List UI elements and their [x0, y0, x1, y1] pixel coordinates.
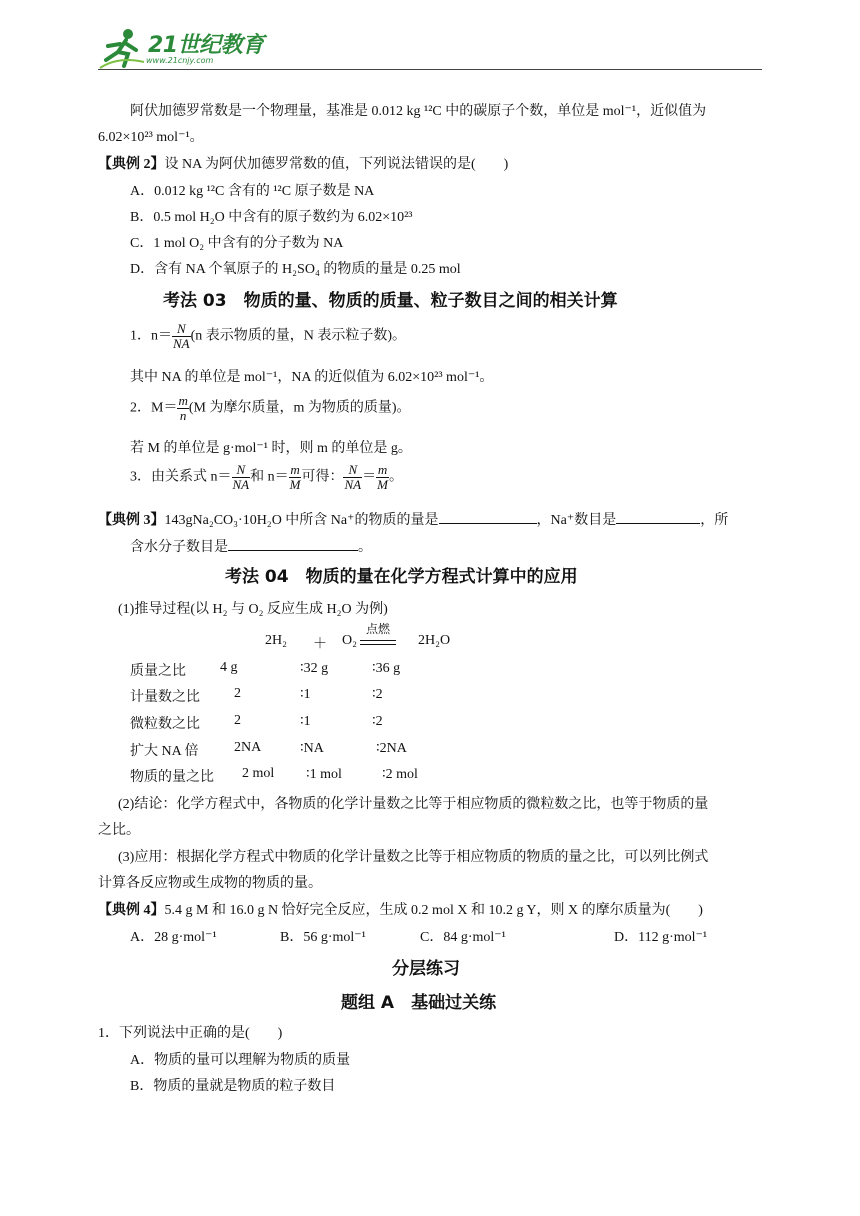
ratio-row-b: ∶NA: [300, 741, 324, 756]
fraction-denominator: M: [289, 477, 301, 492]
logo-text: 21世纪教育: [148, 33, 264, 58]
example-2-option-d: D．含有 NA 个氧原子的 H₂SO₄ 的物质的量是 0.25 mol: [130, 262, 461, 277]
example-2-label: 【典例 2】: [98, 157, 165, 172]
fraction-m-n: [177, 394, 188, 423]
example-2-stem: [98, 153, 508, 173]
formula-2-note: 若 M 的单位是 g·mol⁻¹ 时，则 m 的单位是 g。: [130, 441, 412, 456]
formula-1-prefix: 1．n＝: [130, 328, 172, 344]
fraction-denominator: NA: [344, 477, 362, 492]
ratio-row-c: ∶2: [372, 687, 383, 702]
example-3-line-2: [130, 536, 372, 556]
equation-left: 2H₂: [265, 633, 287, 648]
formula-3-and: 和 n＝: [250, 469, 289, 485]
ratio-row-c: ∶2 mol: [382, 767, 418, 782]
example-4-stem: [98, 899, 703, 919]
fraction-n: [172, 322, 191, 351]
ratio-row-label: 扩大 NA 倍: [130, 744, 199, 759]
fraction-denominator: NA: [173, 336, 190, 351]
intro-line-1: 阿伏加德罗常数是一个物理量，基准是 0.012 kg ¹²C 中的碳原子个数，单位是 mol⁻¹，近似值为: [130, 104, 707, 119]
fraction-denominator: NA: [232, 477, 250, 492]
practice-title: 分层练习: [392, 959, 460, 979]
fraction-denominator: M: [377, 477, 388, 492]
conclusion-line-1: (2)结论：化学方程式中，各物质的化学计量数之比等于相应物质的微粒数之比，也等于物质的量: [118, 797, 709, 812]
formula-3-eq: ＝: [362, 469, 377, 485]
example-3-text-b: ，Na⁺数目是: [536, 513, 617, 528]
example-2-option-c: C．1 mol O₂ 中含有的分子数为 NA: [130, 236, 344, 251]
example-3-text-a: 143gNa₂CO₃·10H₂O 中所含 Na⁺的物质的量是: [164, 513, 439, 528]
example-3-text-c: ，所: [700, 513, 729, 528]
formula-3-end: 。: [388, 469, 403, 485]
ratio-row-b: ∶32 g: [300, 661, 329, 676]
application-line-2: 计算各反应物或生成物的物质的量。: [98, 876, 322, 891]
example-4-option-b: B．56 g·mol⁻¹: [280, 930, 366, 945]
fraction: [343, 463, 362, 492]
ratio-row-c: ∶36 g: [372, 661, 401, 676]
example-3-label: 【典例 3】: [98, 513, 165, 528]
fraction-numerator: N: [232, 463, 251, 478]
logo-url: www.21cnjy.com: [146, 56, 214, 65]
formula-1-note: 其中 NA 的单位是 mol⁻¹，NA 的近似值为 6.02×10²³ mol⁻¹。: [130, 370, 494, 385]
answer-blank-1[interactable]: [439, 509, 537, 524]
fraction: [289, 463, 302, 492]
application-line-1: (3)应用：根据化学方程式中物质的化学计量数之比等于相应物质的物质的量之比，可以列比例式: [118, 850, 709, 865]
fraction-numerator: m: [290, 462, 300, 477]
ratio-row-b: ∶1 mol: [306, 767, 342, 782]
equation-condition: 点燃: [366, 622, 391, 636]
ratio-row-a: 2 mol: [242, 766, 275, 781]
formula-3: [130, 463, 403, 492]
intro-line-2: 6.02×10²³ mol⁻¹。: [98, 130, 204, 145]
equation-right: 2H₂O: [418, 633, 451, 648]
derivation-intro: (1)推导过程(以 H₂ 与 O₂ 反应生成 H₂O 为例): [118, 602, 388, 617]
example-2-text: 设 NA 为阿伏加德罗常数的值，下列说法错误的是( ): [164, 157, 509, 172]
practice-group-title: 题组 A 基础过关练: [341, 993, 497, 1013]
answer-blank-3[interactable]: [228, 536, 358, 551]
ratio-row-label: 计量数之比: [130, 690, 200, 705]
ratio-row-c: ∶2NA: [376, 741, 407, 756]
ratio-row-label: 微粒数之比: [130, 717, 200, 732]
example-3-text-e: 。: [358, 540, 372, 555]
fraction-denominator: n: [179, 408, 187, 423]
section-3-title: 考法 03 物质的量、物质的质量、粒子数目之间的相关计算: [163, 291, 618, 311]
formula-2: [130, 394, 411, 423]
answer-blank-2[interactable]: [616, 509, 700, 524]
fraction-numerator: m: [377, 462, 388, 477]
ratio-row-a: 2: [234, 686, 241, 701]
example-4-label: 【典例 4】: [98, 903, 165, 918]
equation-plus: ＋: [313, 637, 327, 652]
site-logo: [98, 26, 268, 70]
example-4-option-c: C．84 g·mol⁻¹: [420, 930, 506, 945]
formula-2-prefix: 2．M＝: [130, 400, 178, 416]
fraction-numerator: m: [178, 393, 188, 408]
fraction: [376, 463, 389, 492]
ratio-row-label: 质量之比: [130, 664, 186, 679]
question-1-option-a: A．物质的量可以理解为物质的质量: [130, 1053, 351, 1068]
equation-o2: O₂: [342, 633, 357, 648]
example-3-text-d: 含水分子数目是: [130, 540, 228, 555]
runner-icon: [98, 26, 146, 70]
fraction-numerator: N: [343, 463, 362, 478]
formula-3-get: 可得：: [301, 469, 344, 485]
ratio-row-c: ∶2: [372, 714, 383, 729]
fraction-numerator: N: [172, 322, 191, 337]
example-2-option-b: B．0.5 mol H₂O 中含有的原子数约为 6.02×10²³: [130, 210, 413, 225]
ratio-row-b: ∶1: [300, 687, 311, 702]
formula-3-prefix: 3．由关系式 n＝: [130, 469, 232, 485]
ratio-row-a: 2NA: [234, 740, 262, 755]
section-4-title: 考法 04 物质的量在化学方程式计算中的应用: [225, 567, 578, 587]
header-divider: [98, 69, 762, 70]
equation-arrow: [360, 640, 396, 645]
question-1-stem: 1．下列说法中正确的是( ): [98, 1026, 283, 1041]
ratio-row-b: ∶1: [300, 714, 311, 729]
question-1-option-b: B．物质的量就是物质的粒子数目: [130, 1079, 336, 1094]
example-2-option-a: A．0.012 kg ¹²C 含有的 ¹²C 原子数是 NA: [130, 184, 375, 199]
ratio-row-label: 物质的量之比: [130, 770, 214, 785]
example-4-text: 5.4 g M 和 16.0 g N 恰好完全反应，生成 0.2 mol X 和 10.2 g Y，则 X 的摩尔质量为( ): [164, 903, 703, 918]
formula-1: [130, 322, 406, 351]
example-4-option-d: D．112 g·mol⁻¹: [614, 930, 708, 945]
conclusion-line-2: 之比。: [98, 823, 140, 838]
example-4-option-a: A．28 g·mol⁻¹: [130, 930, 217, 945]
ratio-row-a: 2: [234, 713, 241, 728]
fraction: [232, 463, 251, 492]
formula-2-suffix: (M 为摩尔质量，m 为物质的质量)。: [188, 400, 411, 416]
example-3-line-1: [98, 509, 728, 529]
ratio-row-a: 4 g: [220, 660, 238, 675]
formula-1-suffix: (n 表示物质的量，N 表示粒子数)。: [190, 328, 407, 344]
